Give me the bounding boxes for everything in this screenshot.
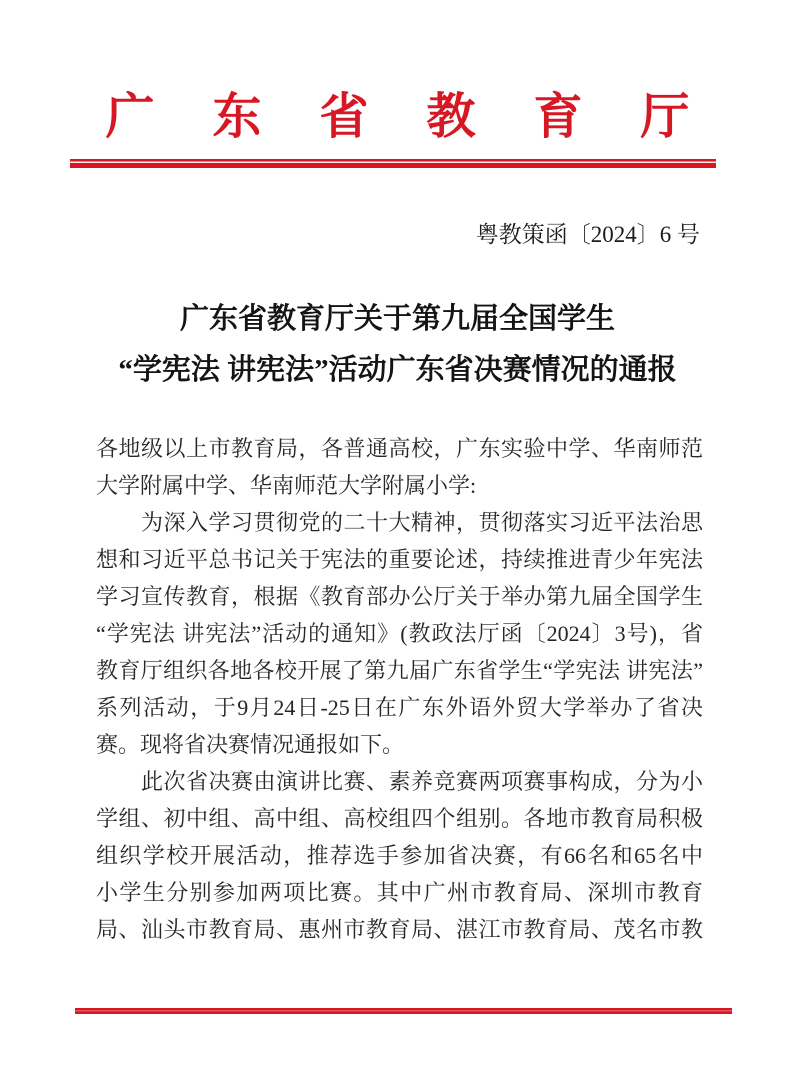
agency-char: 育	[533, 89, 583, 144]
text-line: 局、汕头市教育局、惠州市教育局、湛江市教育局、茂名市教	[96, 917, 703, 942]
document-title-line2: “学宪法 讲宪法”活动广东省决赛情况的通报	[118, 354, 677, 386]
text-line: 学组、初中组、高中组、高校组四个组别。各地市教育局积极	[96, 806, 703, 831]
document-body	[96, 430, 703, 948]
agency-char: 广	[105, 89, 155, 144]
text-line: 学习宣传教育，根据《教育部办公厅关于举办第九届全国学生	[96, 584, 703, 609]
page-footer-rule	[75, 1008, 732, 1014]
text-line: 系列活动，于9月24日-25日在广东外语外贸大学举办了省决	[96, 695, 703, 720]
text-line: 教育厅组织各地各校开展了第九届广东省学生“学宪法 讲宪法”	[96, 658, 703, 683]
text-line: 此次省决赛由演讲比赛、素养竞赛两项赛事构成，分为小	[96, 769, 703, 794]
letterhead-divider-rule	[70, 159, 716, 168]
document-number: 粤教策函〔2024〕6 号	[475, 222, 700, 247]
text-line: 组织学校开展活动，推荐选手参加省决赛，有66名和65名中	[96, 843, 703, 868]
text-line: 为深入学习贯彻党的二十大精神，贯彻落实习近平法治思	[96, 510, 703, 535]
agency-char: 省	[319, 89, 369, 144]
text-line: “学宪法 讲宪法”活动的通知》(教政法厅函〔2024〕3号)，省	[96, 621, 703, 646]
document-title-line1: 广东省教育厅关于第九届全国学生	[179, 303, 615, 335]
agency-char: 教	[426, 89, 476, 144]
agency-char: 东	[212, 89, 262, 144]
text-line: 大学附属中学、华南师范大学附属小学:	[96, 473, 477, 498]
letterhead-agency-name	[106, 90, 690, 144]
text-line: 想和习近平总书记关于宪法的重要论述，持续推进青少年宪法	[96, 547, 703, 572]
document-title	[0, 294, 795, 396]
paragraph	[96, 504, 703, 763]
paragraph	[96, 430, 703, 504]
agency-char: 厅	[640, 89, 690, 144]
paragraph	[96, 763, 703, 948]
text-line: 各地级以上市教育局，各普通高校，广东实验中学、华南师范	[96, 436, 703, 461]
text-line: 小学生分别参加两项比赛。其中广州市教育局、深圳市教育	[96, 880, 703, 905]
text-line: 赛。现将省决赛情况通报如下。	[96, 732, 405, 757]
